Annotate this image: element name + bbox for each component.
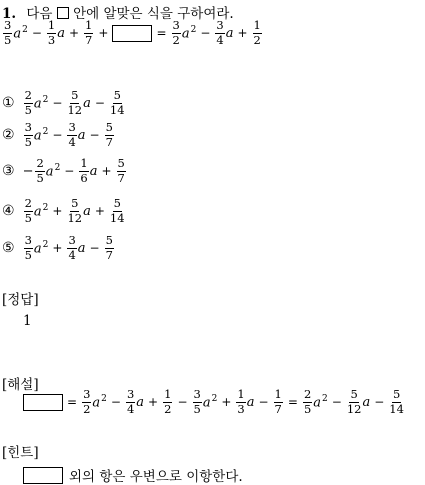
fraction: [35, 158, 44, 184]
explanation-equation: [23, 389, 405, 415]
numerator: 1: [80, 156, 88, 170]
variable-letter: a: [33, 128, 42, 144]
denominator: 5: [193, 401, 201, 416]
fraction: [253, 20, 262, 46]
numerator: 2: [303, 387, 312, 401]
fraction: [24, 198, 33, 224]
choice-expression: [23, 158, 127, 184]
denominator: 5: [24, 102, 32, 117]
explanation-label: [해설]: [2, 377, 39, 393]
choice-5[interactable]: [2, 235, 115, 261]
denominator: 12: [346, 401, 362, 416]
numerator: 3: [172, 18, 180, 32]
operator-sign: −: [89, 128, 100, 142]
numerator: 3: [24, 233, 32, 247]
denominator: 12: [67, 102, 83, 117]
numerator: 5: [71, 196, 79, 210]
choice-marker: ②: [2, 127, 15, 143]
numerator: 1: [274, 387, 282, 401]
question-text-end: 안에 알맞은 식을 구하여라.: [73, 6, 234, 22]
operator-sign: −: [374, 395, 385, 409]
exponent: 2: [322, 393, 328, 404]
operator-sign: +: [221, 395, 232, 409]
fraction: [193, 389, 202, 415]
variable-letter: a: [181, 26, 190, 42]
numerator: 2: [24, 196, 32, 210]
answer-value: 1: [23, 313, 32, 329]
operator-sign: −: [258, 395, 269, 409]
fraction: [347, 389, 362, 415]
eq-plus: +: [98, 26, 109, 40]
fraction: [3, 20, 12, 46]
exponent: 2: [101, 393, 107, 404]
fraction: [67, 198, 82, 224]
denominator: 5: [36, 170, 44, 185]
fraction: [67, 235, 76, 261]
variable: [182, 25, 197, 41]
fraction: [105, 122, 114, 148]
exponent: 2: [42, 94, 49, 105]
fraction: [215, 20, 224, 46]
fraction: [274, 389, 283, 415]
variable: [92, 394, 107, 410]
denominator: 5: [24, 134, 32, 149]
numerator: 3: [216, 18, 224, 32]
numerator: 5: [392, 387, 401, 401]
variable-letter: a: [136, 394, 145, 410]
operator-sign: −: [89, 241, 100, 255]
explanation-blank-box: [23, 394, 63, 411]
denominator: 14: [109, 210, 125, 225]
denominator: 5: [4, 32, 12, 47]
hint-line: [23, 465, 243, 485]
fraction: [79, 158, 88, 184]
variable-letter: a: [225, 25, 234, 41]
variable-letter: a: [45, 164, 54, 180]
variable: [203, 394, 218, 410]
operator-sign: +: [148, 395, 159, 409]
explanation-result: [302, 389, 405, 415]
variable: [34, 95, 49, 111]
exponent: 2: [22, 24, 28, 35]
fraction: [84, 20, 93, 46]
numerator: 3: [83, 387, 91, 401]
numerator: 3: [68, 233, 76, 247]
variable: [226, 26, 234, 41]
exponent: 2: [42, 202, 49, 213]
fraction: [117, 158, 126, 184]
hint-label: [힌트]: [2, 445, 39, 461]
question-number: 1.: [2, 6, 17, 22]
answer-label: [정답]: [2, 292, 39, 308]
denominator: 4: [68, 134, 76, 149]
variable-letter: a: [33, 204, 42, 220]
variable: [46, 163, 61, 179]
numerator: 3: [68, 120, 76, 134]
hint-blank-box: [23, 467, 63, 484]
fraction: [126, 389, 135, 415]
explanation-equals-2: =: [287, 395, 298, 409]
numerator: 2: [36, 156, 44, 170]
variable: [57, 26, 65, 41]
explanation-steps: [81, 389, 284, 415]
variable: [247, 395, 255, 410]
numerator: 5: [350, 387, 358, 401]
choice-4[interactable]: [2, 198, 126, 224]
choice-marker: ④: [2, 203, 15, 219]
denominator: 2: [253, 32, 261, 47]
explanation-equals-1: =: [67, 395, 78, 409]
variable: [136, 395, 144, 410]
variable: [78, 241, 86, 256]
variable: [362, 395, 370, 410]
fraction: [82, 389, 91, 415]
operator-sign: +: [68, 26, 80, 40]
variable: [83, 96, 91, 111]
variable-letter: a: [202, 395, 211, 411]
fraction: [47, 20, 56, 46]
choice-expression: [23, 122, 115, 148]
operator-sign: −: [52, 96, 63, 110]
variable: [34, 203, 49, 219]
denominator: 7: [85, 32, 93, 47]
variable-letter: a: [57, 25, 65, 41]
numerator: 3: [24, 120, 32, 134]
hint-text: 외의 항은 우변으로 이항한다.: [69, 469, 243, 485]
variable: [78, 128, 86, 143]
denominator: 4: [216, 32, 224, 47]
fraction: [110, 90, 125, 116]
denominator: 7: [105, 134, 113, 149]
numerator: 5: [117, 156, 125, 170]
operator-sign: +: [52, 204, 63, 218]
eq-equals: =: [156, 26, 167, 40]
choice-expression: [23, 235, 115, 261]
exponent: 2: [211, 393, 218, 404]
choice-marker: ③: [2, 163, 15, 179]
operator-sign: +: [237, 26, 248, 40]
variable-letter: a: [33, 241, 42, 257]
numerator: 5: [105, 120, 113, 134]
operator-sign: −: [52, 128, 63, 142]
numerator: 1: [237, 387, 245, 401]
answer-blank-box: [112, 25, 152, 42]
variable-letter: a: [246, 394, 255, 410]
fraction: [24, 122, 33, 148]
numerator: 5: [71, 88, 79, 102]
operator-sign: −: [94, 96, 105, 110]
exponent: 2: [190, 24, 197, 35]
numerator: 5: [105, 233, 113, 247]
denominator: 7: [105, 247, 113, 262]
variable-letter: a: [89, 163, 98, 179]
denominator: 14: [109, 102, 125, 117]
denominator: 2: [172, 32, 180, 47]
choice-expression: [23, 198, 126, 224]
variable-letter: a: [13, 26, 22, 42]
operator-sign: −: [200, 26, 211, 40]
variable-letter: a: [92, 395, 101, 411]
variable-letter: a: [77, 127, 86, 143]
variable-letter: a: [33, 96, 42, 112]
fraction: [110, 198, 125, 224]
denominator: 3: [237, 401, 245, 416]
denominator: 3: [47, 32, 56, 47]
fraction: [105, 235, 114, 261]
operator-sign: −: [110, 395, 121, 409]
variable-letter: a: [83, 203, 91, 219]
exponent: 2: [42, 239, 49, 250]
operator-sign: +: [52, 241, 63, 255]
fraction: [24, 235, 33, 261]
choice-marker: ①: [2, 95, 15, 111]
operator-sign: +: [94, 204, 105, 218]
denominator: 7: [274, 401, 282, 416]
fraction: [24, 90, 33, 116]
fraction: [303, 389, 312, 415]
variable: [83, 204, 91, 219]
denominator: 4: [68, 247, 76, 262]
choice-3[interactable]: [2, 158, 127, 184]
choice-2[interactable]: [2, 122, 115, 148]
operator-sign: +: [101, 164, 112, 178]
fraction: [236, 389, 245, 415]
denominator: 2: [164, 401, 172, 416]
variable-letter: a: [77, 240, 86, 256]
exponent: 2: [42, 126, 49, 137]
blank-square-icon: [57, 7, 69, 19]
eq-rhs: [171, 20, 263, 46]
numerator: 5: [113, 196, 121, 210]
eq-lhs: [2, 20, 94, 46]
exponent: 2: [54, 162, 61, 173]
denominator: 12: [67, 210, 83, 225]
question-text-start: 다음: [26, 6, 53, 22]
denominator: 2: [83, 401, 91, 416]
numerator: 1: [85, 18, 93, 32]
question-line: [2, 2, 234, 22]
denominator: 7: [117, 170, 125, 185]
numerator: 3: [193, 387, 201, 401]
denominator: 6: [80, 170, 88, 185]
variable-letter: a: [313, 395, 322, 411]
operator-sign: −: [22, 163, 34, 179]
fraction: [172, 20, 181, 46]
variable: [34, 127, 49, 143]
variable: [13, 25, 28, 41]
fraction: [67, 122, 76, 148]
variable-letter: a: [362, 394, 371, 410]
main-equation: [2, 20, 263, 46]
denominator: 5: [24, 247, 32, 262]
operator-sign: −: [64, 164, 75, 178]
numerator: 5: [113, 88, 121, 102]
numerator: 1: [253, 18, 261, 32]
variable: [313, 394, 328, 410]
choice-1[interactable]: [2, 90, 126, 116]
denominator: 4: [126, 401, 135, 416]
numerator: 1: [47, 18, 56, 32]
choice-marker: ⑤: [2, 240, 15, 256]
variable: [34, 240, 49, 256]
numerator: 3: [126, 387, 135, 401]
numerator: 3: [4, 18, 12, 32]
numerator: 1: [164, 387, 172, 401]
denominator: 14: [389, 401, 404, 416]
denominator: 5: [24, 210, 32, 225]
denominator: 5: [303, 401, 312, 416]
choice-expression: [23, 90, 126, 116]
operator-sign: −: [31, 26, 42, 40]
variable-letter: a: [83, 95, 91, 111]
fraction: [163, 389, 172, 415]
operator-sign: −: [177, 395, 188, 409]
numerator: 2: [24, 88, 32, 102]
fraction: [67, 90, 82, 116]
variable: [90, 164, 98, 179]
operator-sign: −: [331, 395, 342, 409]
fraction: [389, 389, 404, 415]
